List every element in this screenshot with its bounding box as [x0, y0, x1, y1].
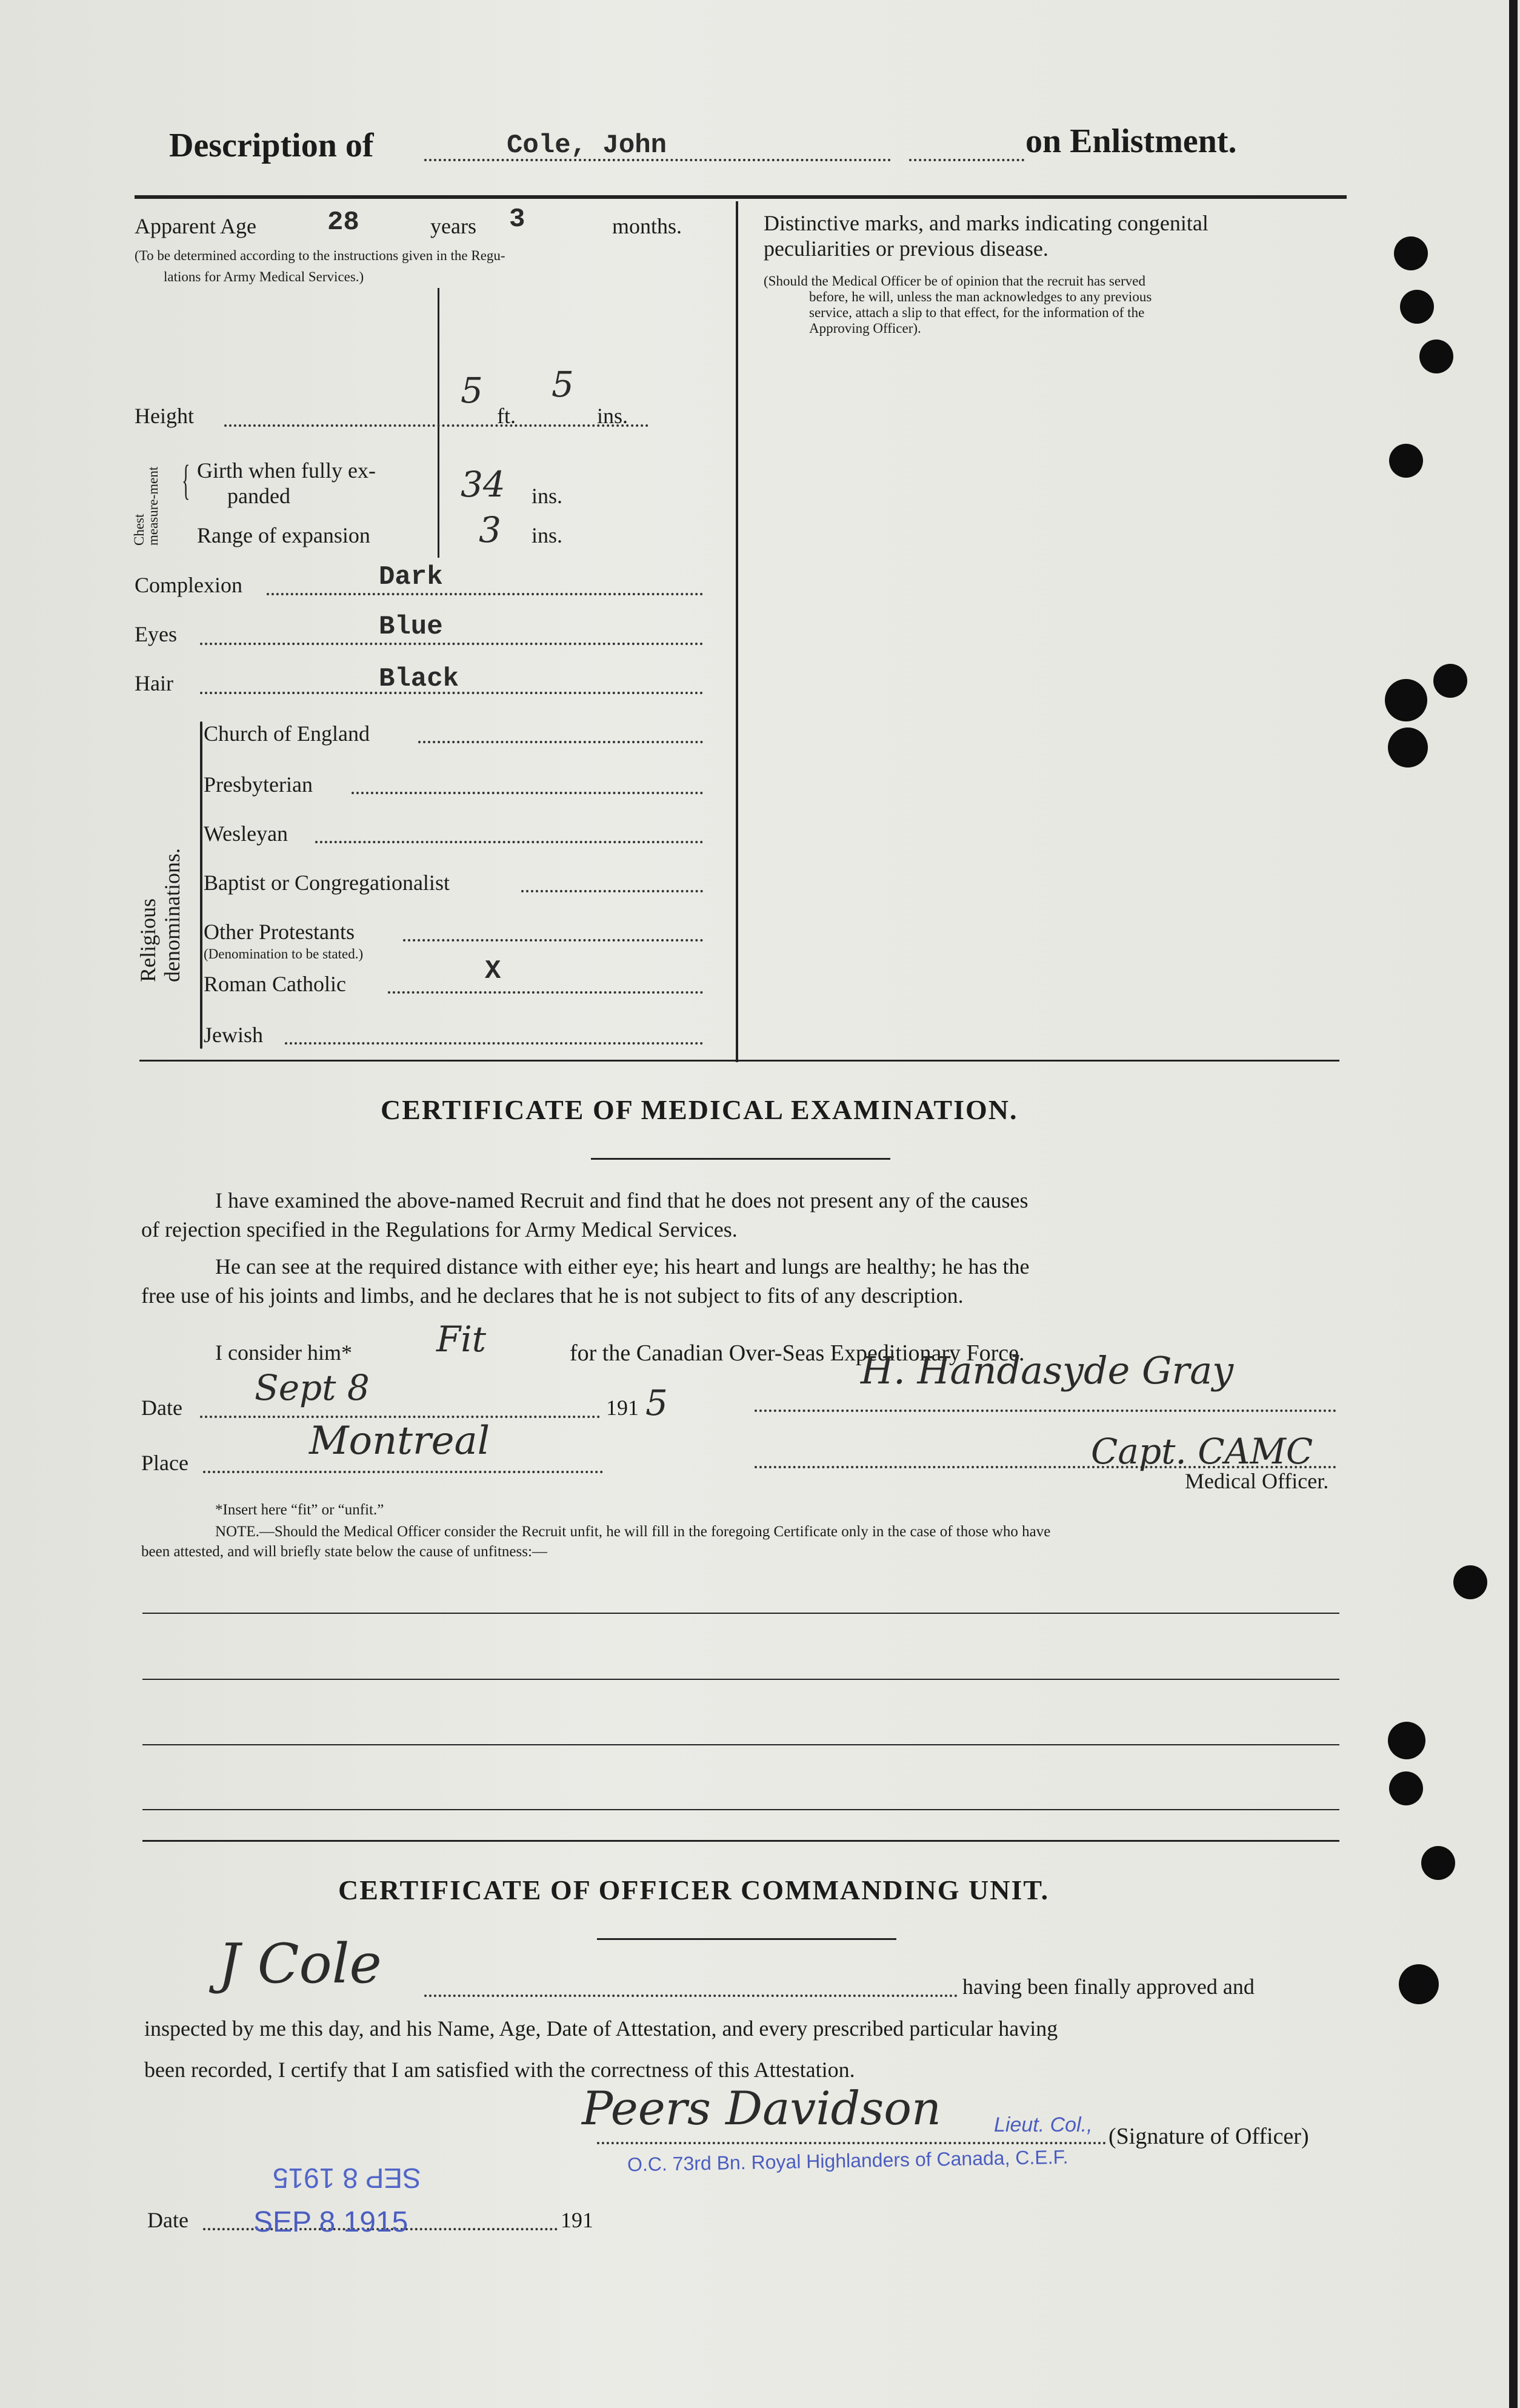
- height-label: Height: [135, 404, 194, 428]
- religion-brace: [200, 721, 202, 1049]
- religion-presbyterian: Presbyterian: [204, 772, 313, 797]
- chest-brace: {: [182, 457, 190, 504]
- complexion-label: Complexion: [135, 573, 242, 597]
- punch-hole: [1399, 1964, 1439, 2004]
- girth-ins-label: ins.: [532, 484, 563, 508]
- medical-p2-line2: free use of his joints and limbs, and he declares that he is not subject to fits of any description.: [141, 1283, 964, 1308]
- medical-p1-line2: of rejection specified in the Regulations for Army Medical Services.: [141, 1217, 738, 1242]
- girth-label-2: panded: [227, 484, 290, 508]
- religion-jewish: Jewish: [204, 1023, 263, 1047]
- punch-hole: [1388, 727, 1428, 768]
- complexion-value: Dark: [379, 562, 443, 592]
- unfitness-line-4: [142, 1809, 1339, 1810]
- date-line: [200, 1416, 600, 1418]
- eyes-line: [200, 643, 703, 645]
- range-label: Range of expansion: [197, 523, 370, 547]
- religion-mark: X: [485, 956, 501, 986]
- range-value: 3: [479, 509, 501, 550]
- marks-note-2: before, he will, unless the man acknowledges to any previous: [809, 289, 1152, 304]
- unfitness-line-2: [142, 1679, 1339, 1680]
- header-rule: [135, 195, 1347, 199]
- date-label: Date: [141, 1396, 182, 1420]
- date-stamp-mirrored: SEP 8 1915: [273, 2162, 421, 2194]
- punch-hole: [1433, 664, 1467, 698]
- year-printed: 191: [606, 1396, 639, 1420]
- eyes-value: Blue: [379, 612, 443, 642]
- measure-divider: [438, 288, 439, 558]
- consider-label: I consider him*: [215, 1340, 352, 1365]
- punch-hole: [1388, 1722, 1425, 1759]
- hair-value: Black: [379, 664, 459, 694]
- medical-officer-rank: Capt. CAMC: [1091, 1431, 1313, 1472]
- punch-hole: [1400, 290, 1434, 324]
- punch-hole: [1385, 679, 1427, 721]
- medical-heading: CERTIFICATE OF MEDICAL EXAMINATION.: [381, 1094, 1018, 1125]
- title-prefix: Description of: [169, 127, 374, 164]
- chest-label: Chest measure-ment: [132, 466, 161, 546]
- height-line: [224, 424, 648, 427]
- religion-line: [315, 841, 703, 843]
- commanding-heading-rule: [597, 1938, 896, 1940]
- girth-label-1: Girth when fully ex-: [197, 458, 376, 483]
- marks-heading-1: Distinctive marks, and marks indicating congenital: [764, 211, 1208, 235]
- officer-signature-line: [597, 2142, 1106, 2144]
- medical-p1-line1: I have examined the above-named Recruit and find that he does not present any of the causes: [215, 1188, 1028, 1212]
- year-hand: 5: [645, 1382, 668, 1423]
- religion-line: [285, 1042, 703, 1045]
- medical-officer-signature: H. Handasyde Gray: [861, 1348, 1234, 1393]
- punch-hole: [1453, 1565, 1487, 1599]
- religion-label: Religious denominations.: [136, 848, 184, 982]
- religion-line: [403, 939, 703, 941]
- place-label: Place: [141, 1451, 188, 1475]
- place-line: [203, 1471, 603, 1473]
- commanding-line-1: having been finally approved and: [962, 1975, 1255, 1999]
- commanding-year-printed: 191: [561, 2208, 593, 2232]
- other-denomination-note: (Denomination to be stated.): [204, 946, 364, 962]
- age-note-1: (To be determined according to the instructions given in the Regu-: [135, 248, 505, 263]
- consider-value: Fit: [436, 1319, 487, 1360]
- marks-heading-2: peculiarities or previous disease.: [764, 236, 1048, 261]
- medical-signature-line: [755, 1410, 1336, 1412]
- punch-hole: [1419, 339, 1453, 373]
- religion-church-of-england: Church of England: [204, 721, 370, 746]
- punch-hole: [1389, 444, 1423, 478]
- marks-note-1: (Should the Medical Officer be of opinion that the recruit has served: [764, 273, 1145, 289]
- range-ins-label: ins.: [532, 523, 563, 547]
- medical-p2-line1: He can see at the required distance with either eye; his heart and lungs are healthy; he has the: [215, 1254, 1030, 1279]
- date-value: Sept 8: [255, 1367, 370, 1408]
- recruit-name: Cole, John: [507, 130, 667, 161]
- marks-note-4: Approving Officer).: [809, 321, 921, 336]
- force-label: for the Canadian Over-Seas Expeditionary Force.: [570, 1340, 1025, 1366]
- religion-wesleyan: Wesleyan: [204, 821, 288, 846]
- apparent-age-label: Apparent Age: [135, 214, 256, 238]
- complexion-line: [267, 593, 703, 595]
- age-note-2: lations for Army Medical Services.): [164, 269, 364, 284]
- place-value: Montreal: [309, 1419, 490, 1463]
- unfit-note-1: NOTE.—Should the Medical Officer consider the Recruit unfit, he will fill in the foregoing Certificate only in the case of those who have: [215, 1523, 1051, 1540]
- column-divider: [736, 201, 738, 1062]
- title-suffix: on Enlistment.: [1025, 122, 1237, 160]
- commanding-heading: CERTIFICATE OF OFFICER COMMANDING UNIT.: [338, 1875, 1050, 1905]
- unfitness-line-1: [142, 1613, 1339, 1614]
- age-months: 3: [509, 204, 525, 235]
- commanding-line-2: inspected by me this day, and his Name, Age, Date of Attestation, and every prescribed particular having: [144, 2016, 1058, 2041]
- date-stamp: SEP 8 1915: [253, 2206, 408, 2238]
- girth-value: 34: [461, 464, 505, 505]
- medical-officer-label: Medical Officer.: [1185, 1469, 1329, 1493]
- name-line-2: [909, 159, 1024, 161]
- age-years: 28: [327, 207, 359, 238]
- punch-hole: [1421, 1846, 1455, 1880]
- height-ft: 5: [461, 370, 483, 411]
- religion-roman-catholic: Roman Catholic: [204, 972, 346, 996]
- religion-line: [521, 890, 703, 892]
- hair-label: Hair: [135, 671, 173, 695]
- commanding-date-label: Date: [147, 2208, 188, 2232]
- unfitness-line-3: [142, 1744, 1339, 1745]
- religion-other-protestants: Other Protestants: [204, 920, 355, 944]
- stamp-unit: O.C. 73rd Bn. Royal Highlanders of Canada, C.E.F.: [627, 2145, 1068, 2176]
- medical-heading-rule: [591, 1158, 890, 1160]
- section-rule-2: [142, 1840, 1339, 1842]
- commanding-officer-signature: Peers Davidson: [582, 2081, 942, 2135]
- commanding-line-3: been recorded, I certify that I am satisfied with the correctness of this Attestation.: [144, 2058, 855, 2082]
- signature-of-officer-label: (Signature of Officer): [1108, 2124, 1309, 2149]
- punch-hole: [1394, 236, 1428, 270]
- years-label: years: [430, 214, 476, 238]
- recruit-signature-line: [424, 1995, 958, 1997]
- months-label: months.: [612, 214, 682, 238]
- religion-line: [352, 792, 703, 794]
- unfit-note-2: been attested, and will briefly state below the cause of unfitness:—: [141, 1543, 547, 1560]
- ft-label: ft.: [497, 404, 516, 428]
- religion-line: [388, 991, 703, 994]
- insert-note: *Insert here “fit” or “unfit.”: [215, 1502, 384, 1518]
- religion-baptist: Baptist or Congregationalist: [204, 871, 450, 895]
- religion-line: [418, 741, 703, 743]
- recruit-signature: J Cole: [218, 1932, 382, 1996]
- marks-note-3: service, attach a slip to that effect, for the information of the: [809, 305, 1145, 320]
- section-rule: [139, 1060, 1339, 1062]
- ins-label: ins.: [597, 404, 628, 428]
- stamp-rank: Lieut. Col.,: [994, 2113, 1093, 2136]
- punch-hole: [1389, 1771, 1423, 1805]
- height-in: 5: [552, 364, 574, 405]
- eyes-label: Eyes: [135, 622, 177, 646]
